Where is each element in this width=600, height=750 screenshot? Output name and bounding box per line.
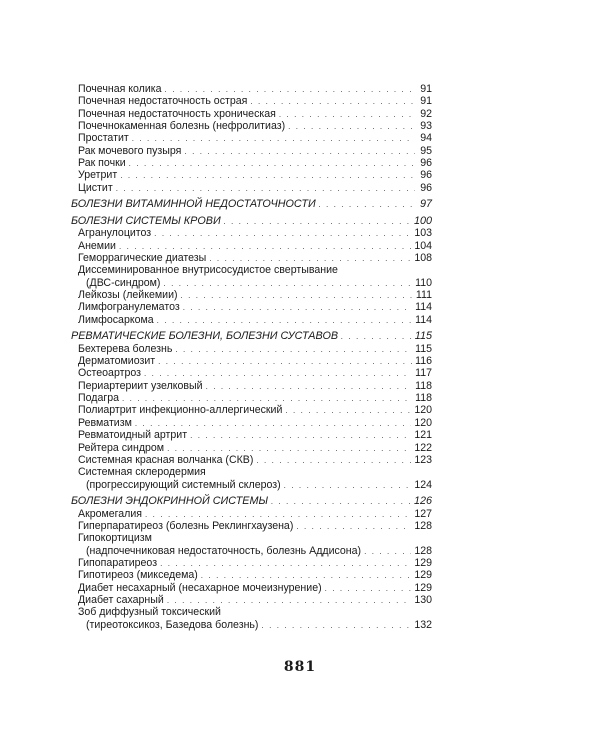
toc-entry-page: 96 <box>420 157 432 170</box>
toc-entry <box>78 301 432 313</box>
toc-entry <box>78 314 432 326</box>
toc-entry-page: 128 <box>414 519 432 532</box>
leader-dots <box>341 331 412 343</box>
toc-entry-label: Цистит <box>78 181 113 194</box>
toc-entry-label: Диссеминированное внутрисосудистое свертывание <box>78 264 338 277</box>
toc-entry-label: Почечная недостаточность острая <box>78 95 248 108</box>
toc-entry-page: 114 <box>415 301 432 314</box>
section-title: РЕВМАТИЧЕСКИЕ БОЛЕЗНИ, БОЛЕЗНИ СУСТАВОВ <box>71 330 339 343</box>
leader-dots <box>206 381 413 393</box>
toc-entry <box>78 569 432 581</box>
toc-entry <box>78 404 432 416</box>
toc-entry <box>78 157 432 169</box>
toc-entry-page: 122 <box>414 441 432 454</box>
toc-entry <box>78 132 432 144</box>
toc-entry <box>78 95 432 107</box>
section-title: БОЛЕЗНИ ВИТАМИННОЙ НЕДОСТАТОЧНОСТИ <box>71 198 316 211</box>
toc-entry-page: 91 <box>420 95 432 108</box>
toc-entry-label: (тиреотоксикоз, Базедова болезнь) <box>86 618 259 631</box>
leader-dots <box>224 216 411 228</box>
toc-entry-label: Гипопаратиреоз <box>78 556 158 569</box>
toc-entry-label: Гипотиреоз (микседема) <box>78 569 198 582</box>
toc-entry <box>78 355 432 367</box>
toc-entry <box>78 619 432 631</box>
toc-entry-page: 116 <box>415 355 432 368</box>
table-of-contents <box>71 83 432 631</box>
toc-entry <box>78 594 432 606</box>
toc-entry-label: Системная склеродермия <box>78 466 206 479</box>
toc-entry <box>78 252 432 264</box>
toc-entry-label: Уретрит <box>78 169 118 182</box>
leader-dots <box>175 344 412 356</box>
section-page: 115 <box>414 330 432 343</box>
toc-entry <box>78 479 432 491</box>
toc-entry <box>78 83 432 95</box>
toc-entry <box>78 108 432 120</box>
toc-entry-page: 120 <box>414 416 432 429</box>
toc-entry-label: Лимфосаркома <box>78 313 154 326</box>
toc-entry-page: 121 <box>414 429 432 442</box>
toc-entry <box>78 227 432 239</box>
toc-entry <box>78 582 432 594</box>
toc-entry-page: 114 <box>415 313 432 326</box>
toc-entry-label: Рейтера синдром <box>78 441 165 454</box>
toc-entry-label: Ревматизм <box>78 416 132 429</box>
toc-entry <box>78 145 432 157</box>
toc-entry-page: 132 <box>414 618 432 631</box>
toc-section-heading <box>71 198 432 210</box>
toc-entry-page: 108 <box>414 252 432 265</box>
toc-entry-label: (ДВС-синдром) <box>86 276 161 289</box>
toc-entry <box>78 343 432 355</box>
leader-dots <box>129 158 415 170</box>
toc-entry-page: 92 <box>420 107 432 120</box>
toc-entry <box>78 169 432 181</box>
toc-entry <box>78 392 432 404</box>
toc-entry-page: 117 <box>415 367 432 380</box>
leader-dots <box>256 455 411 467</box>
toc-entry-page: 96 <box>420 169 432 182</box>
toc-section-heading <box>71 330 432 342</box>
toc-entry-page: 91 <box>420 83 432 95</box>
toc-entry-page: 118 <box>415 379 432 392</box>
leader-dots <box>364 546 411 558</box>
toc-entry-label: Дерматомиозит <box>78 355 156 368</box>
toc-entry <box>78 289 432 301</box>
toc-entry-label: Лимфогранулематоз <box>78 301 180 314</box>
toc-entry-label: Почечная колика <box>78 83 162 95</box>
toc-entry-page: 115 <box>415 342 432 355</box>
toc-entry-label: (прогрессирующий системный склероз) <box>86 478 281 491</box>
toc-entry-label: Простатит <box>78 132 129 145</box>
toc-entry-page: 129 <box>414 569 432 582</box>
toc-section-heading <box>71 215 432 227</box>
page-number: 881 <box>283 659 317 675</box>
toc-entry-page: 120 <box>414 404 432 417</box>
toc-entry-page: 94 <box>420 132 432 145</box>
section-page: 100 <box>413 215 432 228</box>
section-page: 97 <box>419 198 432 211</box>
toc-entry <box>78 606 432 618</box>
leader-dots <box>183 302 412 314</box>
toc-entry <box>78 277 432 289</box>
leader-dots <box>325 583 412 595</box>
toc-entry-label: Почечнокаменная болезнь (нефролитиаз) <box>78 120 286 133</box>
toc-entry <box>78 557 432 569</box>
toc-entry-page: 123 <box>414 453 432 466</box>
toc-entry-label: Рак мочевого пузыря <box>78 144 182 157</box>
toc-entry-label: Диабет сахарный <box>78 593 164 606</box>
toc-entry <box>78 454 432 466</box>
leader-dots <box>285 405 411 417</box>
section-title: БОЛЕЗНИ ЭНДОКРИННОЙ СИСТЕМЫ <box>71 495 269 508</box>
leader-dots <box>157 315 412 327</box>
toc-entry <box>78 545 432 557</box>
leader-dots <box>279 109 415 121</box>
toc-section-heading <box>71 495 432 507</box>
toc-entry-page: 95 <box>420 144 432 157</box>
toc-entry-label: Агранулоцитоз <box>78 227 152 240</box>
toc-entry-label: Остеоартроз <box>78 367 141 380</box>
leader-dots <box>261 620 411 632</box>
toc-entry-label: Гипокортицизм <box>78 532 152 545</box>
toc-entry-page: 124 <box>414 478 432 491</box>
toc-entry-page: 110 <box>415 276 432 289</box>
leader-dots <box>158 356 412 368</box>
toc-entry-label: (надпочечниковая недостаточность, болезнь Аддисона) <box>86 544 362 557</box>
leader-dots <box>154 228 411 240</box>
toc-entry-label: Гиперпаратиреоз (болезнь Реклингхаузена) <box>78 519 294 532</box>
toc-entry <box>78 508 432 520</box>
section-page: 126 <box>413 495 432 508</box>
leader-dots <box>163 278 412 290</box>
toc-entry-label: Почечная недостаточность хроническая <box>78 107 276 120</box>
toc-entry-label: Диабет несахарный (несахарное мочеизнурение) <box>78 581 322 594</box>
leader-dots <box>288 121 415 133</box>
toc-entry <box>78 532 432 544</box>
toc-entry <box>78 380 432 392</box>
toc-entry-label: Системная красная волчанка (СКВ) <box>78 453 254 466</box>
toc-entry-label: Полиартрит инфекционно-аллергический <box>78 404 283 417</box>
toc-entry-page: 96 <box>420 181 432 194</box>
toc-entry-label: Анемии <box>78 239 116 252</box>
toc-entry-page: 127 <box>414 507 432 520</box>
toc-entry-page: 118 <box>415 392 432 405</box>
leader-dots <box>319 199 415 211</box>
toc-entry-page: 93 <box>420 120 432 133</box>
toc-entry-label: Геморрагические диатезы <box>78 252 207 265</box>
toc-entry <box>78 264 432 276</box>
toc-entry-page: 129 <box>414 581 432 594</box>
leader-dots <box>181 290 413 302</box>
toc-entry-label: Акромегалия <box>78 507 143 520</box>
toc-entry <box>78 240 432 252</box>
toc-entry-page: 129 <box>414 556 432 569</box>
toc-entry <box>78 182 432 194</box>
leader-dots <box>184 146 415 158</box>
toc-entry-label: Подагра <box>78 392 119 405</box>
toc-entry <box>78 520 432 532</box>
toc-entry-label: Лейкозы (лейкемии) <box>78 289 178 302</box>
toc-entry-page: 130 <box>414 593 432 606</box>
toc-entry <box>78 466 432 478</box>
toc-entry <box>78 120 432 132</box>
toc-entry <box>78 442 432 454</box>
toc-entry-page: 104 <box>414 239 432 252</box>
toc-entry-page: 111 <box>415 289 432 302</box>
leader-dots <box>284 480 412 492</box>
leader-dots <box>296 521 411 533</box>
toc-entry-page: 103 <box>414 227 432 240</box>
toc-entry-label: Зоб диффузный токсический <box>78 606 221 619</box>
leader-dots <box>271 496 411 508</box>
leader-dots <box>120 170 415 182</box>
leader-dots <box>116 183 415 195</box>
toc-entry <box>78 429 432 441</box>
toc-entry-label: Периартериит узелковый <box>78 379 203 392</box>
toc-entry <box>78 417 432 429</box>
toc-entry-label: Рак почки <box>78 157 126 170</box>
toc-entry-page: 128 <box>414 544 432 557</box>
toc-entry-label: Бехтерева болезнь <box>78 342 173 355</box>
toc-entry <box>78 367 432 379</box>
toc-entry-label: Ревматоидный артрит <box>78 429 188 442</box>
section-title: БОЛЕЗНИ СИСТЕМЫ КРОВИ <box>71 215 221 228</box>
leader-dots <box>190 430 411 442</box>
